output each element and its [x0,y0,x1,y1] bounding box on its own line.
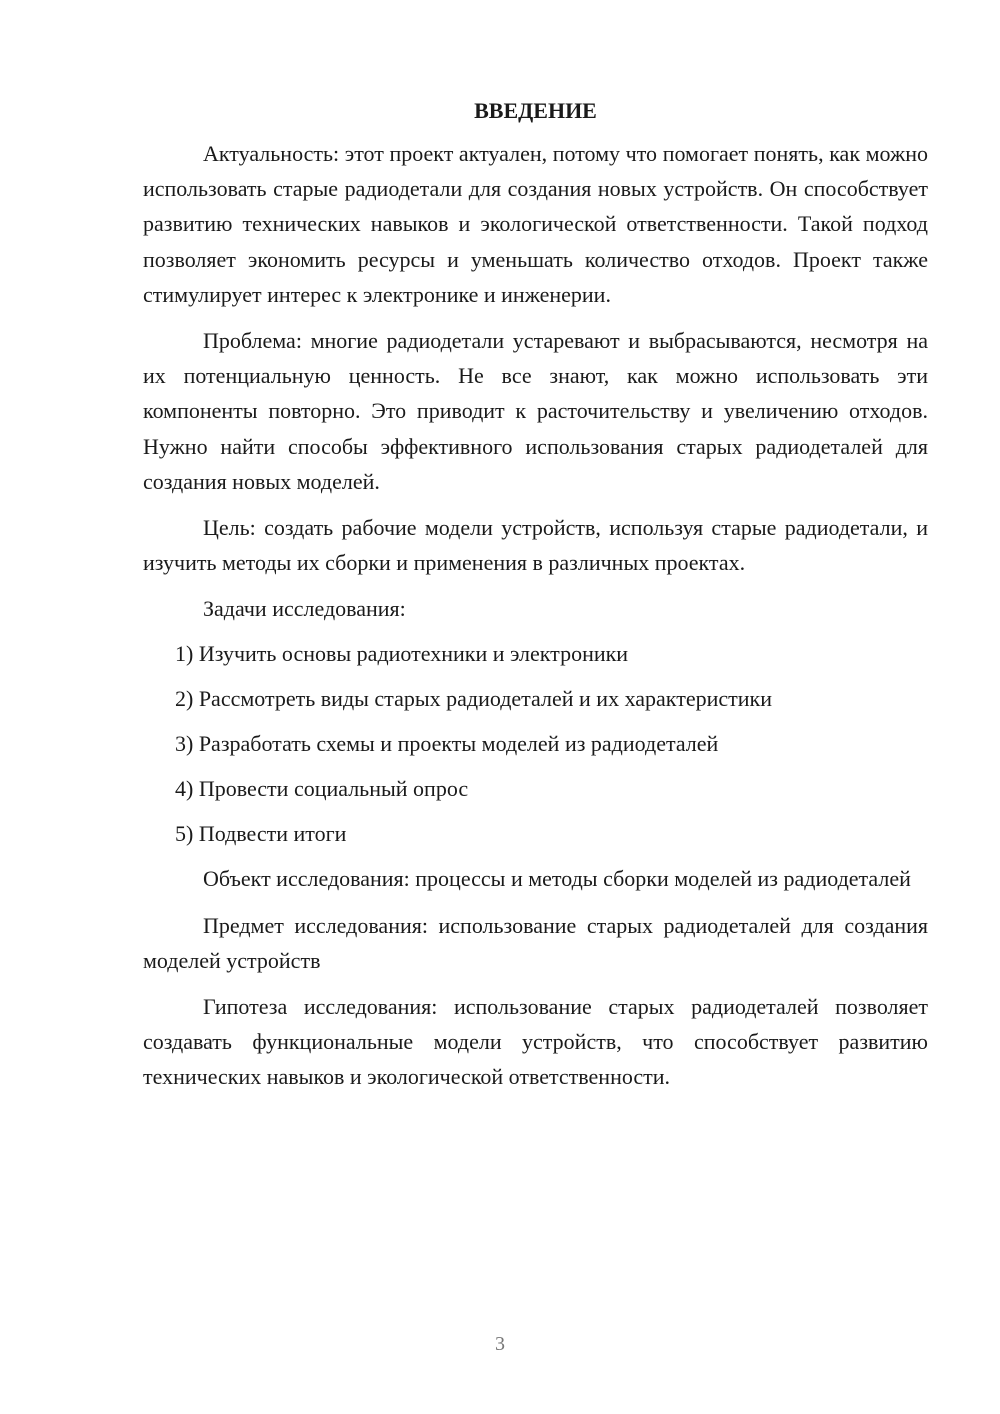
page-content [143,94,928,1106]
task-item-2: 2) Рассмотреть виды старых радиодеталей и их характеристики [175,686,772,712]
task-item-1: 1) Изучить основы радиотехники и электроники [175,641,629,667]
relevance-paragraph: Актуальность: этот проект актуален, потому что помогает понять, как можно использовать старые радиодетали для создания новых устройств. Он способствует развитию технических навыков и экологической ответственности. Такой подход позволяет экономить ресурсы и уменьшать количество отходов. Проект также стимулирует интерес к электронике и инженерии. [143,141,928,307]
task-item-3: 3) Разработать схемы и проекты моделей из радиодеталей [175,731,719,757]
page-title: ВВЕДЕНИЕ [474,98,597,123]
object-paragraph: Объект исследования: процессы и методы сборки моделей из радиодеталей [203,866,911,892]
hypothesis-paragraph: Гипотеза исследования: использование старых радиодеталей позволяет создавать функциональные модели устройств, что способствует развитию технических навыков и экологической ответственности. [143,994,928,1090]
goal-paragraph: Цель: создать рабочие модели устройств, используя старые радиодетали, и изучить методы их сборки и применения в различных проектах. [143,515,928,576]
page-number: 3 [495,1333,505,1355]
subject-paragraph: Предмет исследования: использование старых радиодеталей для создания моделей устройств [143,912,928,973]
problem-paragraph: Проблема: многие радиодетали устаревают и выбрасываются, несмотря на их потенциальную ценность. Не все знают, как можно использовать эти компоненты повторно. Это приводит к расточительству и увеличению отходов. Нужно найти способы эффективного использования старых радиодеталей для создания новых моделей. [143,328,928,494]
task-item-4: 4) Провести социальный опрос [175,776,469,802]
task-item-5: 5) Подвести итоги [175,821,347,847]
tasks-heading: Задачи исследования: [203,596,406,622]
